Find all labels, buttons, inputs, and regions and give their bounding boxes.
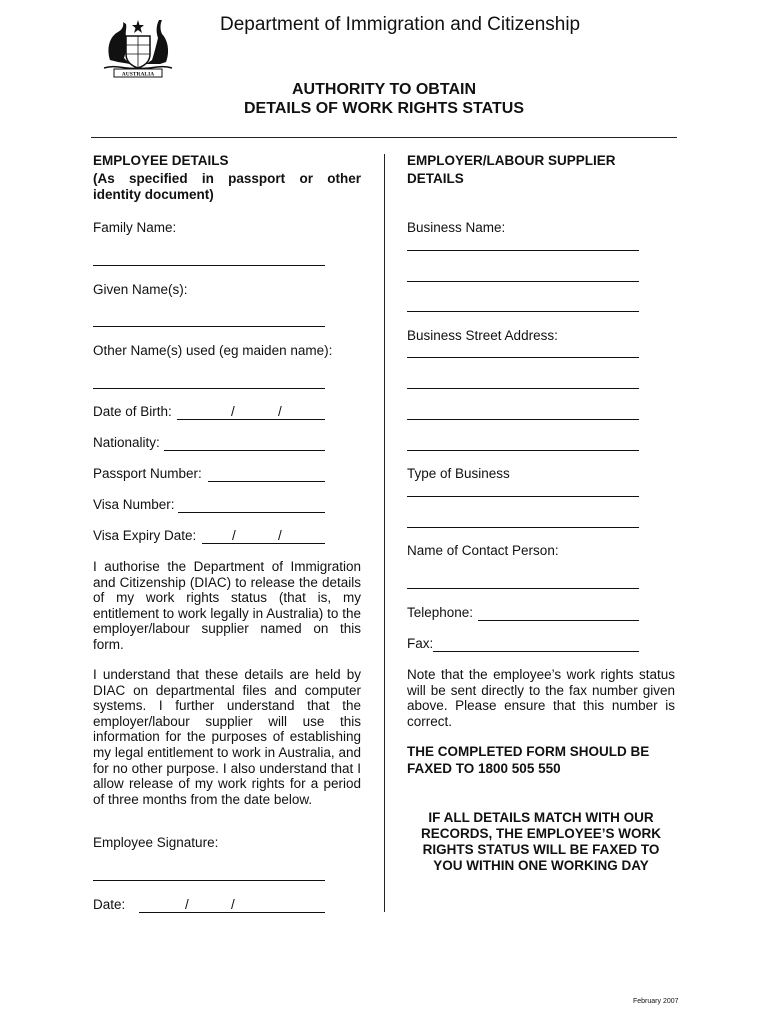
dob-field[interactable]: [177, 419, 325, 420]
street-address-label: Business Street Address:: [407, 328, 558, 343]
header-divider: [91, 137, 677, 138]
column-divider: [384, 154, 385, 912]
visa-expiry-separator-1: /: [232, 528, 236, 543]
employee-heading: EMPLOYEE DETAILS: [93, 153, 229, 168]
employer-heading-2: DETAILS: [407, 171, 464, 186]
visa-number-field[interactable]: [178, 512, 325, 513]
telephone-label: Telephone:: [407, 605, 474, 620]
street-address-field-3[interactable]: [407, 419, 639, 420]
passport-field[interactable]: [208, 481, 325, 482]
fax-instruction-line-2: FAXED TO 1800 505 550: [407, 761, 561, 776]
street-address-field-2[interactable]: [407, 388, 639, 389]
telephone-field[interactable]: [478, 620, 639, 621]
understand-paragraph: I understand that these details are held by DIAC on departmental files and computer systems. I further understand that the employer/labour supplier will use this information for the purposes of establishing my legal entitlement to work in Australia, and for no other purpose. I also understand that I allow release of my work rights for a period of three months from the date below.: [93, 667, 361, 807]
dob-separator-2: /: [278, 404, 282, 419]
business-name-field-3[interactable]: [407, 311, 639, 312]
business-type-field-1[interactable]: [407, 496, 639, 497]
business-name-field-2[interactable]: [407, 281, 639, 282]
street-address-field-1[interactable]: [407, 357, 639, 358]
passport-label: Passport Number:: [93, 466, 202, 481]
date-separator-1: /: [185, 897, 189, 912]
visa-number-label: Visa Number:: [93, 497, 175, 512]
visa-expiry-separator-2: /: [278, 528, 282, 543]
family-name-field[interactable]: [93, 265, 325, 266]
form-title-line-2: DETAILS OF WORK RIGHTS STATUS: [244, 100, 524, 117]
date-field[interactable]: [139, 912, 325, 913]
street-address-field-4[interactable]: [407, 450, 639, 451]
footer-date: February 2007: [633, 998, 679, 1005]
form-title-line-1: AUTHORITY TO OBTAIN: [292, 81, 476, 98]
contact-person-label: Name of Contact Person:: [407, 543, 559, 558]
contact-person-field[interactable]: [407, 588, 639, 589]
visa-expiry-label: Visa Expiry Date:: [93, 528, 197, 543]
given-names-label: Given Name(s):: [93, 282, 188, 297]
coat-of-arms-logo: [96, 18, 180, 80]
match-notice-line-4: YOU WITHIN ONE WORKING DAY: [433, 858, 649, 873]
nationality-label: Nationality:: [93, 435, 160, 450]
employee-subheading-2: identity document): [93, 187, 214, 202]
business-type-field-2[interactable]: [407, 527, 639, 528]
authorise-paragraph: I authorise the Department of Immigration and Citizenship (DIAC) to release the details of my work rights status (that is, my entitlement to work legally in Australia) to the employer/labour supplier named on this form.: [93, 559, 361, 652]
dob-label: Date of Birth:: [93, 404, 172, 419]
business-name-field-1[interactable]: [407, 250, 639, 251]
fax-instruction-line-1: THE COMPLETED FORM SHOULD BE: [407, 744, 650, 759]
other-names-field[interactable]: [93, 388, 325, 389]
department-name: Department of Immigration and Citizenship: [220, 14, 581, 35]
signature-label: Employee Signature:: [93, 835, 219, 850]
signature-field[interactable]: [93, 880, 325, 881]
fax-field[interactable]: [433, 651, 639, 652]
match-notice-line-1: IF ALL DETAILS MATCH WITH OUR: [428, 810, 654, 825]
visa-expiry-field[interactable]: [202, 543, 325, 544]
given-names-field[interactable]: [93, 326, 325, 327]
date-label: Date:: [93, 897, 126, 912]
dob-separator-1: /: [231, 404, 235, 419]
business-name-label: Business Name:: [407, 220, 506, 235]
business-type-label: Type of Business: [407, 466, 510, 481]
nationality-field[interactable]: [164, 450, 325, 451]
other-names-label: Other Name(s) used (eg maiden name):: [93, 343, 333, 358]
fax-label: Fax:: [407, 636, 434, 651]
date-separator-2: /: [231, 897, 235, 912]
match-notice-line-2: RECORDS, THE EMPLOYEE’S WORK: [420, 826, 662, 841]
employer-heading-1: EMPLOYER/LABOUR SUPPLIER: [407, 153, 616, 168]
employee-subheading-1: (As specified in passport or other: [93, 171, 361, 186]
family-name-label: Family Name:: [93, 220, 177, 235]
match-notice-line-3: RIGHTS STATUS WILL BE FAXED TO: [422, 842, 660, 857]
fax-note-paragraph: Note that the employee’s work rights status will be sent directly to the fax number given above. Please ensure that this number is correct.: [407, 667, 675, 729]
crest-text: AUSTRALIA: [121, 71, 155, 78]
